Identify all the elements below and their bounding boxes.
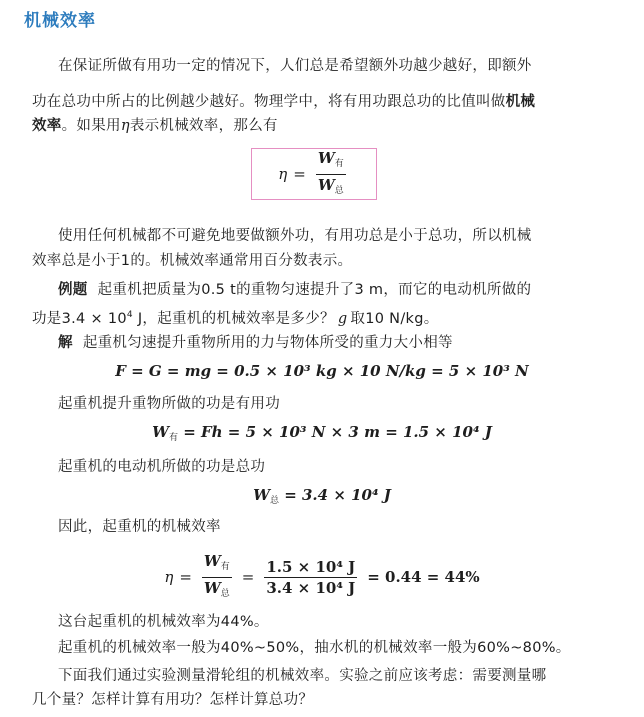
formula-fraction [316,149,346,200]
eq4-den1: W [203,578,221,597]
example-text: 起重机把质量为0.5 t的重物匀速提升了3 m，而它的电动机所做的 [97,282,532,298]
equation-force: F = G = mg = 0.5 × 10³ kg × 10 N/kg = 5 × 10³ N [115,362,529,380]
solution-label: 解 [58,335,73,351]
formula-num-sub: 有 [334,158,344,169]
para4-line1: 下面我们通过实验测量滑轮组的机械效率。实验之前应该考虑：需要测量哪 [58,668,547,684]
example-line1 [58,278,618,302]
useful-work-value: = Fh = 5 × 10³ N × 3 m = 1.5 × 10⁴ J [178,423,492,441]
eq4-equals: = [179,568,192,586]
solution-line4: 因此，起重机的机械效率 [58,519,221,535]
para2-line1: 使用任何机械都不可避免地要做额外功，有用功总是小于总功，所以机械 [58,228,532,244]
eq4-den1-sub: 总 [220,588,230,599]
formula-equals: = [293,165,306,183]
eta-symbol: η [120,118,130,134]
eq4-result: = 0.44 = 44% [367,568,480,586]
example-label: 例题 [58,282,88,298]
w-useful: W [152,423,169,441]
eq4-fraction-2 [264,558,357,597]
para1-line3 [32,114,622,138]
example-line2 [32,303,622,331]
para1-line3-text-2: 表示机械效率，那么有 [129,118,278,134]
eq4-num2: 1.5 × 10⁴ J [266,557,356,576]
term-efficiency: 效率 [32,118,62,134]
section-title: 机械效率 [24,11,96,31]
w-useful-sub: 有 [169,433,179,443]
formula-num: W [317,148,335,167]
term-mechanical: 机械 [505,94,536,110]
w-total-sub: 总 [269,496,279,506]
para2-line2: 效率总是小于1的。机械效率通常用百分数表示。 [32,253,353,269]
example-work-value: 功是3.4 × 10 [32,310,127,327]
g-symbol: g [337,310,348,327]
eq4-num1: W [203,551,221,570]
formula-den-sub: 总 [334,185,344,196]
para4-line2: 几个量？怎样计算有用功？怎样计算总功？ [32,692,314,708]
solution-line5: 这台起重机的机械效率为44%。 [58,614,269,630]
example-g-value: 取10 N/kg。 [350,310,439,327]
para1-line2 [32,90,622,114]
example-exponent: 4 [126,310,133,320]
equation-useful-work [0,423,644,443]
eq4-eta: η [164,568,174,586]
formula-den: W [317,175,335,194]
para1-line2-text: 功在总功中所占的比例越少越好。物理学中，将有用功跟总功的比值叫做 [32,94,506,110]
para1-line1: 在保证所做有用功一定的情况下，人们总是希望额外功越少越好，即额外 [58,58,532,74]
solution-line3: 起重机的电动机所做的功是总功 [58,459,266,475]
equation-efficiency [0,550,644,604]
solution-line2: 起重机提升重物所做的功是有用功 [58,396,280,412]
solution-line1 [58,331,618,355]
equation-total-work [0,486,644,506]
solution-text: 起重机匀速提升重物所用的力与物体所受的重力大小相等 [82,335,453,351]
eq4-fraction-1 [202,552,232,603]
eq4-den2: 3.4 × 10⁴ J [266,578,356,597]
example-question: J，起重机的机械效率是多少？ [132,310,335,327]
total-work-value: = 3.4 × 10⁴ J [278,486,391,504]
formula-eta: η [278,165,288,183]
eq4-num1-sub: 有 [220,561,230,572]
para1-line3-text: 。如果用 [61,118,121,134]
w-total: W [253,486,270,504]
eq4-equals-2: = [241,568,255,586]
para3: 起重机的机械效率一般为40%~50%，抽水机的机械效率一般为60%~80%。 [58,640,571,656]
efficiency-formula-box [251,148,377,200]
